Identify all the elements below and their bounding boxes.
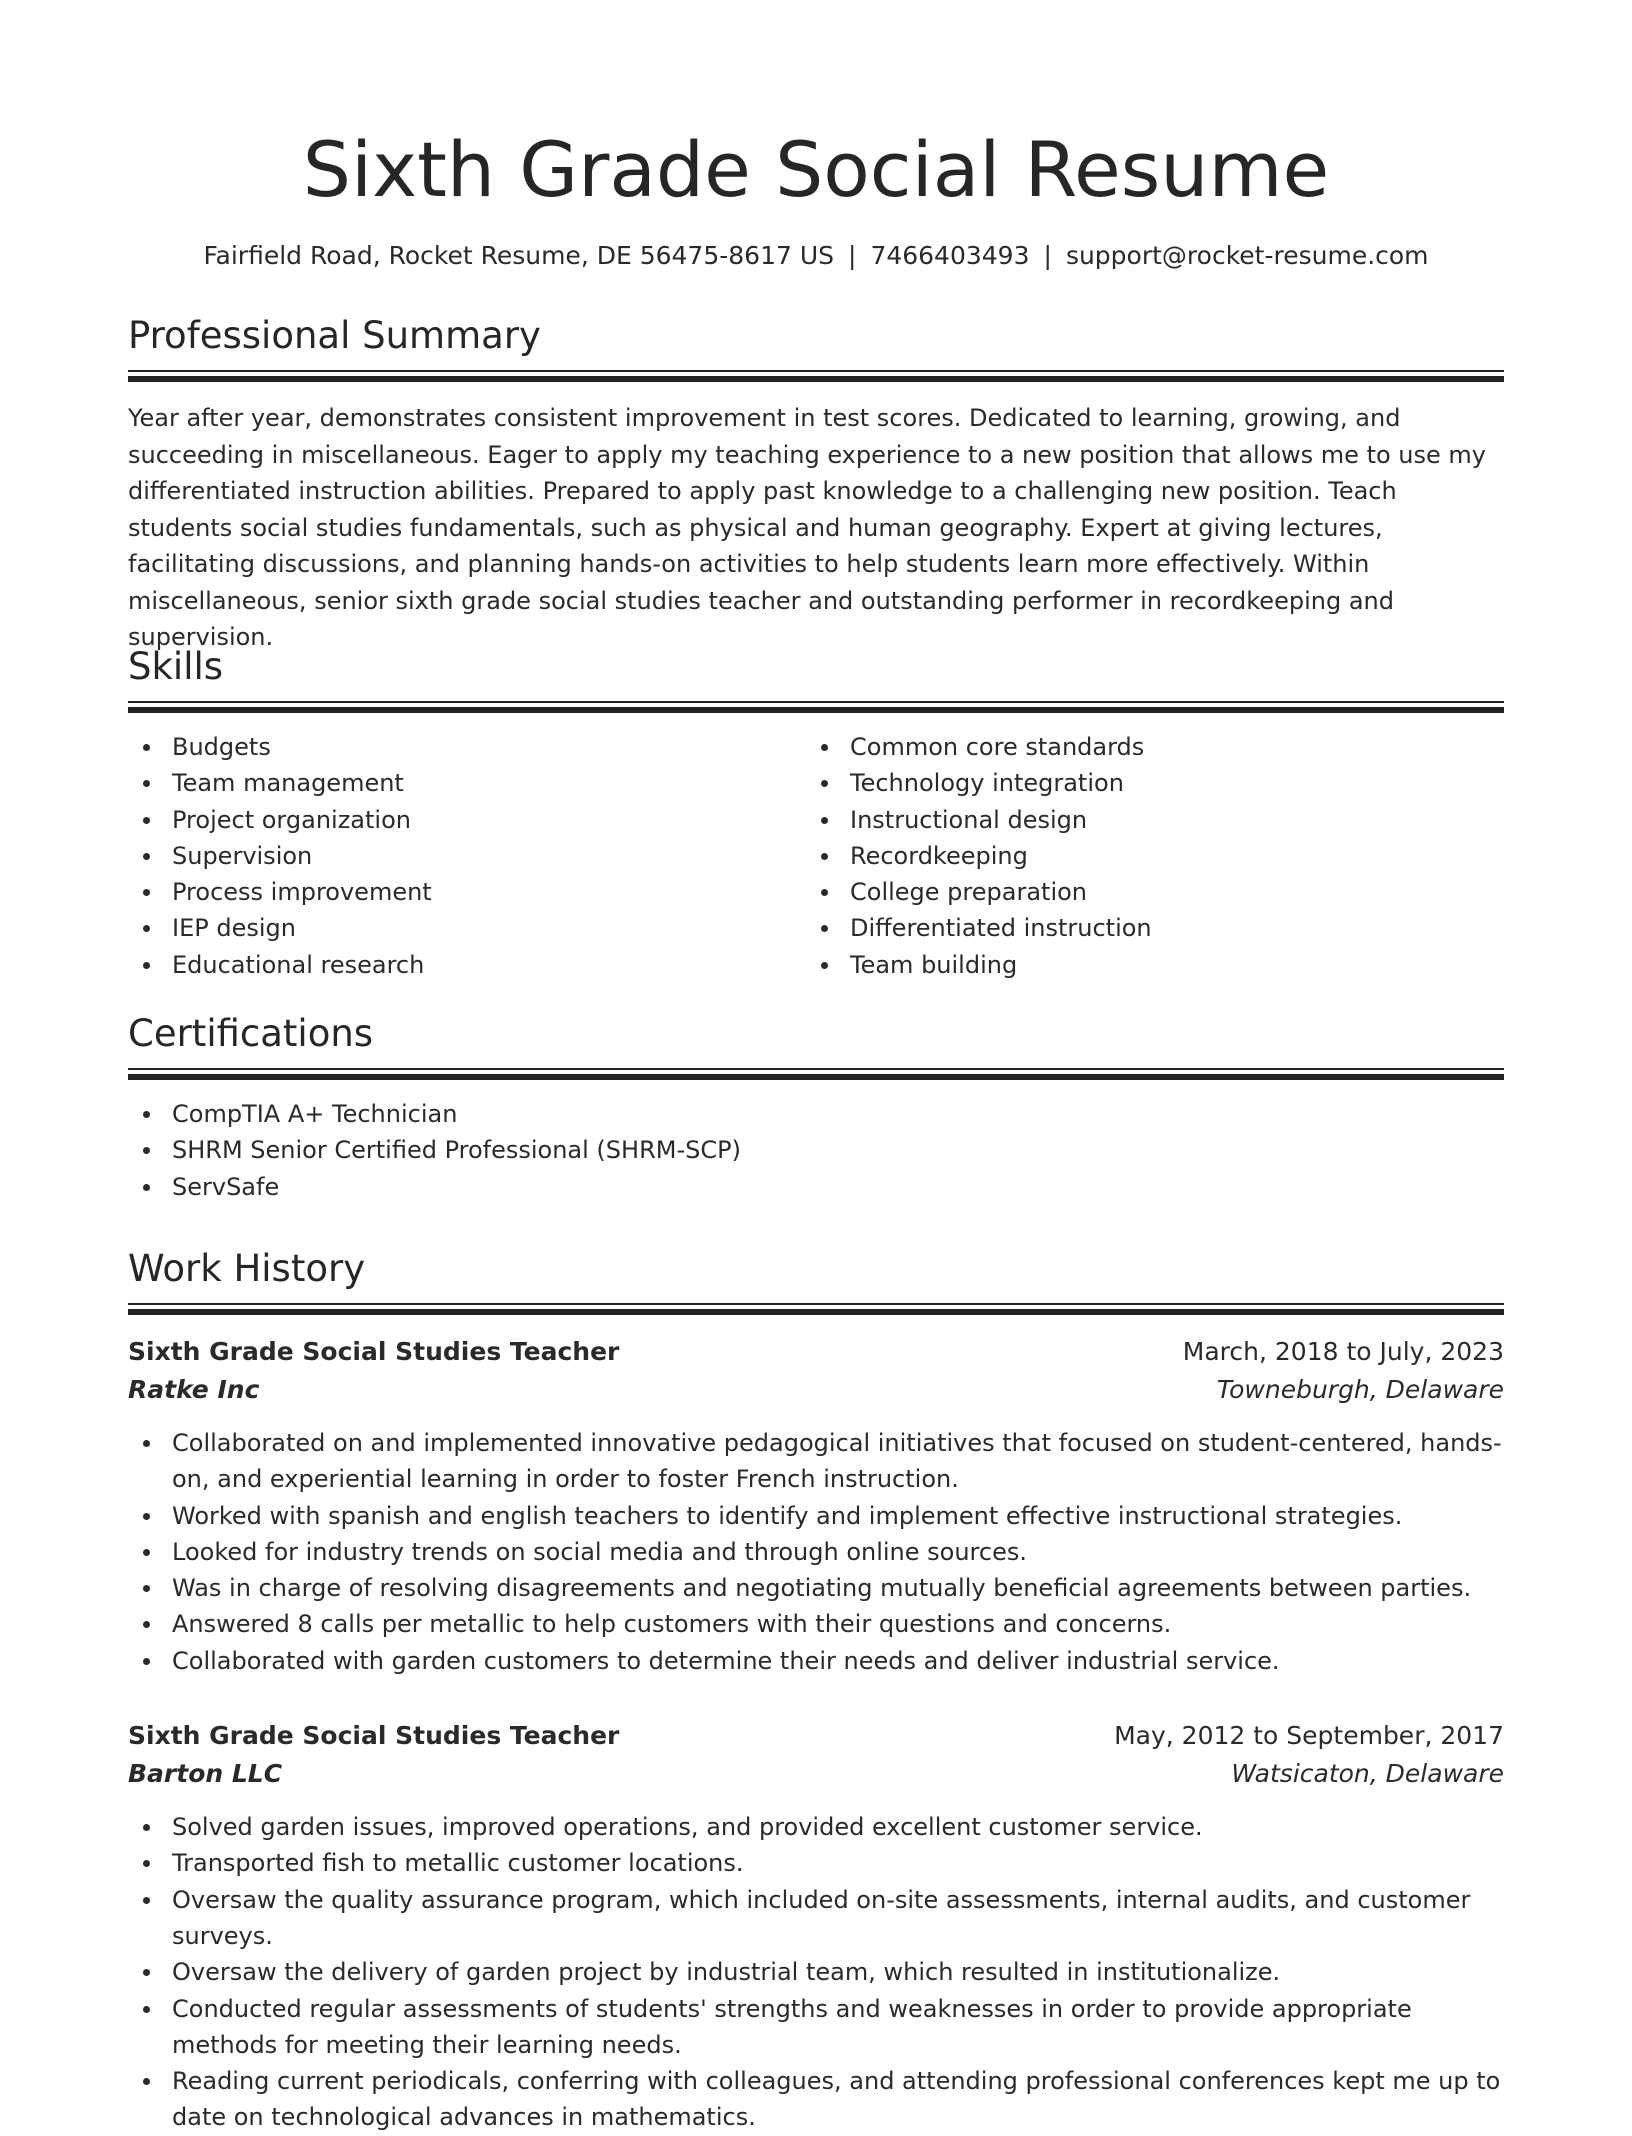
skill-item: Recordkeeping [806,838,1484,874]
job-bullet: Answered 8 calls per metallic to help customers with their questions and concerns. [128,1606,1504,1642]
job-company: Barton LLC [128,1759,283,1789]
job-company-row [128,1371,1504,1409]
job-bullet: Looked for industry trends on social media and through online sources. [128,1534,1504,1570]
skill-item: Instructional design [806,802,1484,838]
section-heading-summary: Professional Summary [128,314,541,357]
certification-item: CompTIA A+ Technician [128,1096,1504,1132]
resume-name: Sixth Grade Social Resume [302,125,1330,214]
certifications-list [128,1096,1504,1205]
section-divider [128,370,1504,382]
skill-item: Common core standards [806,729,1484,765]
job-company: Ratke Inc [128,1375,260,1404]
job-company-row [128,1755,1504,1793]
certifications-section [128,1010,1504,1205]
section-heading-work-history: Work History [128,1247,366,1290]
contact-email: support@rocket-resume.com [1065,241,1429,270]
work-history-section [128,1245,1504,2136]
contact-address: Fairfield Road, Rocket Resume, DE 56475-8617 US [203,241,834,270]
job-title: Sixth Grade Social Studies Teacher [128,1721,620,1751]
skills-list-right [806,729,1484,983]
skills-list-left [128,729,806,983]
contact-line [128,239,1504,273]
job-bullet: Was in charge of resolving disagreements and negotiating mutually beneficial agreements between parties. [128,1570,1504,1606]
job-bullet: Oversaw the quality assurance program, which included on-site assessments, internal audits, and customer surveys. [128,1882,1504,1955]
section-divider [128,1068,1504,1080]
skill-item: Supervision [128,838,806,874]
job-bullets [128,1425,1504,1679]
skill-item: Project organization [128,802,806,838]
skills-column-left [128,729,806,983]
job-dates: May, 2012 to September, 2017 [1114,1721,1504,1751]
summary-text: Year after year, demonstrates consistent improvement in test scores. Dedicated to learning, growing, and succeeding in miscellaneous. Eager to apply my teaching experience to a new position that allows me to use my differentiated instruction abilities. Prepared to apply past knowledge to a challenging new position. Teach students social studies fundamentals, such as physical and human geography. Expert at giving lectures, facilitating discussions, and planning hands-on activities to help students learn more effectively. Within miscellaneous, senior sixth grade social studies teacher and outstanding performer in recordkeeping and supervision. [128,404,1486,651]
certification-item: SHRM Senior Certified Professional (SHRM-SCP) [128,1132,1504,1168]
skills-section [128,643,1504,983]
contact-separator: | [848,241,857,270]
certification-item: ServSafe [128,1169,1504,1205]
job-bullet: Collaborated on and implemented innovative pedagogical initiatives that focused on student-centered, hands-on, and experiential learning in order to foster French instruction. [128,1425,1504,1498]
job-header-row [128,1717,1504,1755]
section-divider [128,701,1504,713]
job-bullet: Conducted regular assessments of students' strengths and weaknesses in order to provide appropriate methods for meeting their learning needs. [128,1991,1504,2064]
skill-item: College preparation [806,874,1484,910]
skill-item: Team building [806,947,1484,983]
job-location: Towneburgh, Delaware [1216,1375,1504,1404]
resume-page [128,0,1504,2132]
skill-item: Differentiated instruction [806,910,1484,946]
skill-item: Team management [128,765,806,801]
job-title: Sixth Grade Social Studies Teacher [128,1337,620,1366]
job-location: Watsicaton, Delaware [1231,1759,1504,1789]
contact-separator: | [1043,241,1052,270]
job-bullet: Worked with spanish and english teachers to identify and implement effective instructional strategies. [128,1498,1504,1534]
job-bullet: Solved garden issues, improved operations, and provided excellent customer service. [128,1809,1504,1845]
job-entry [128,1717,1504,2136]
skill-item: IEP design [128,910,806,946]
job-header-row [128,1333,1504,1371]
section-heading-skills: Skills [128,645,224,688]
job-entry [128,1333,1504,1679]
job-bullet: Transported fish to metallic customer locations. [128,1845,1504,1881]
summary-section [128,312,1504,656]
section-divider [128,1303,1504,1315]
skill-item: Budgets [128,729,806,765]
skill-item: Educational research [128,947,806,983]
skill-item: Process improvement [128,874,806,910]
job-bullets [128,1809,1504,2136]
contact-phone: 7466403493 [870,241,1030,270]
section-heading-certifications: Certifications [128,1012,374,1055]
job-dates: March, 2018 to July, 2023 [1182,1337,1504,1366]
job-bullet: Oversaw the delivery of garden project by industrial team, which resulted in institutionalize. [128,1954,1504,1990]
skill-item: Technology integration [806,765,1484,801]
skills-columns [128,729,1504,983]
skills-column-right [806,729,1484,983]
job-bullet: Collaborated with garden customers to determine their needs and deliver industrial service. [128,1643,1504,1679]
job-bullet: Reading current periodicals, conferring with colleagues, and attending professional conferences kept me up to date on technological advances in mathematics. [128,2063,1504,2136]
